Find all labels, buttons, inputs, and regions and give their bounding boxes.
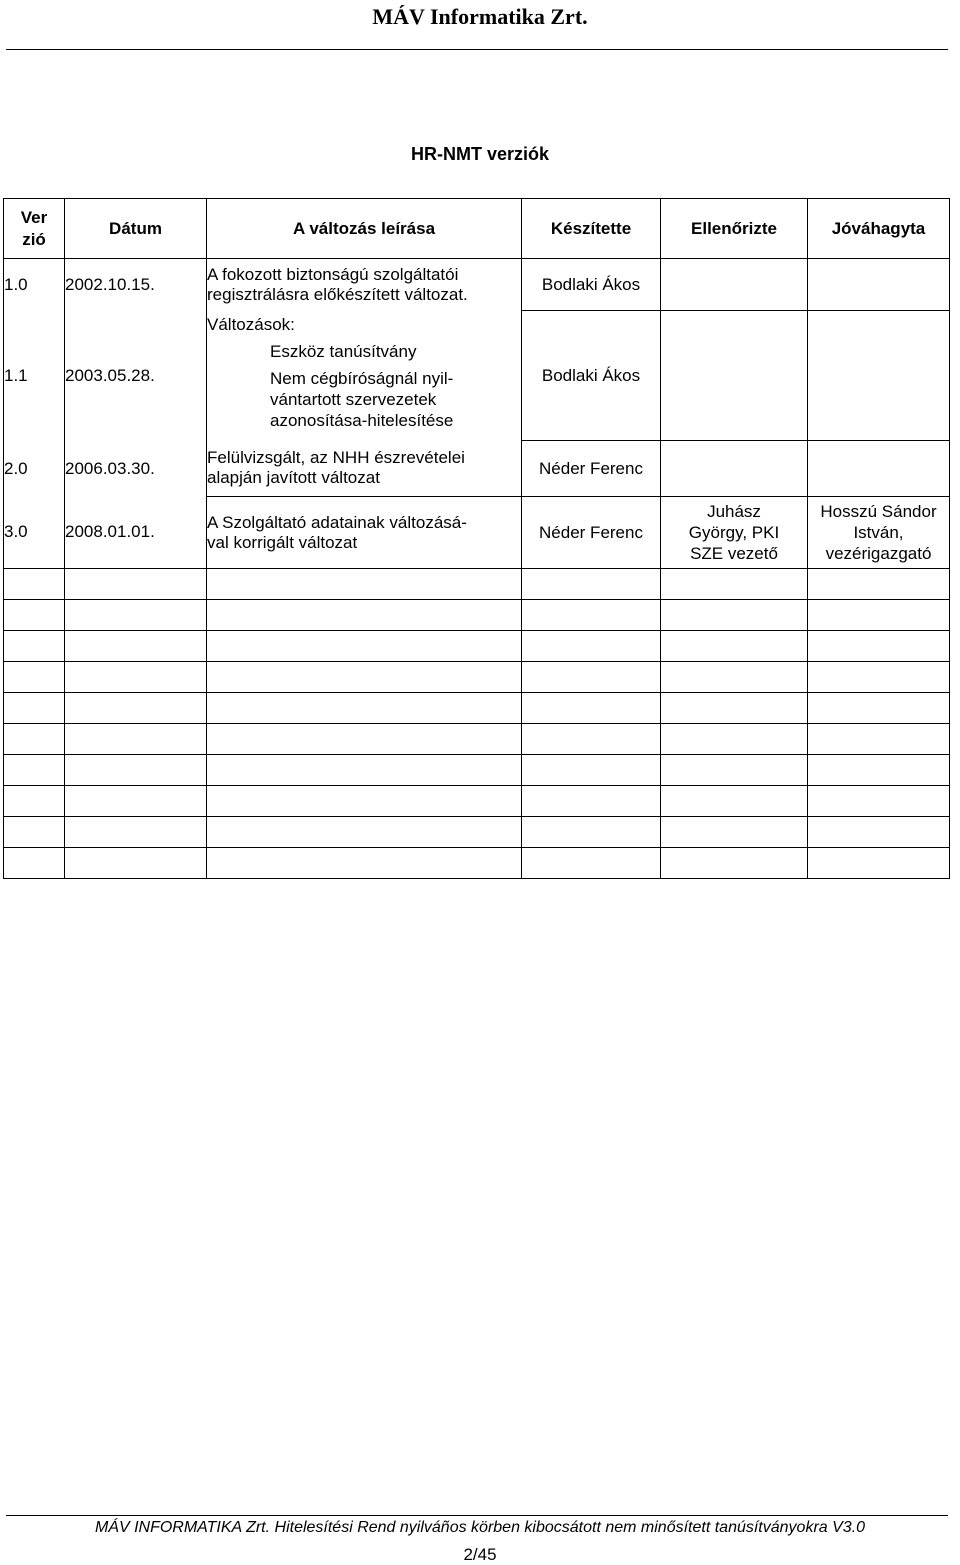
row-checked xyxy=(661,441,808,497)
footer-text: MÁV INFORMATIKA Zrt. Hitelesítési Rend nyilváños körben kibocsátott nem minősített tanúsítványokra V3.0 xyxy=(94,1519,866,1536)
empty-cell xyxy=(522,569,661,600)
empty-cell xyxy=(4,817,65,848)
header-version-line1: Ver xyxy=(20,207,48,227)
empty-cell xyxy=(522,786,661,817)
table-row xyxy=(4,441,950,497)
description-line: Felülvizsgált, az NHH észrevételei xyxy=(207,448,465,468)
row-checked xyxy=(661,311,808,441)
empty-table-row xyxy=(4,817,950,848)
empty-cell xyxy=(207,693,522,724)
empty-cell xyxy=(207,786,522,817)
row-approved xyxy=(808,441,950,497)
empty-cell xyxy=(808,848,950,879)
row-date: 2003.05.28. xyxy=(65,311,207,441)
empty-cell xyxy=(65,786,207,817)
table-header-row xyxy=(4,199,950,259)
empty-cell xyxy=(65,693,207,724)
empty-cell xyxy=(808,817,950,848)
row-description xyxy=(207,497,522,569)
table-row xyxy=(4,311,950,441)
empty-cell xyxy=(661,600,808,631)
header-date: Dátum xyxy=(65,199,207,259)
empty-cell xyxy=(207,600,522,631)
row-version: 1.1 xyxy=(4,311,65,441)
header-version xyxy=(4,199,65,259)
header-divider xyxy=(6,49,948,50)
description-line: val korrigált változat xyxy=(207,532,358,552)
changes-label: Változások: xyxy=(207,314,295,334)
empty-cell xyxy=(65,631,207,662)
row-description xyxy=(207,441,522,497)
empty-cell xyxy=(4,693,65,724)
header-description: A változás leírása xyxy=(207,199,522,259)
empty-cell xyxy=(522,693,661,724)
empty-cell xyxy=(65,569,207,600)
empty-cell xyxy=(4,631,65,662)
empty-cell xyxy=(522,724,661,755)
empty-cell xyxy=(661,848,808,879)
approved-line: István, xyxy=(853,523,904,542)
row-author: Néder Ferenc xyxy=(522,497,661,569)
row-approved xyxy=(808,497,950,569)
empty-rows xyxy=(4,569,950,879)
empty-cell xyxy=(522,817,661,848)
approved-line: Hosszú Sándor xyxy=(820,502,937,521)
version-history-table xyxy=(3,198,950,879)
header-approved: Jóváhagyta xyxy=(808,199,950,259)
description-line: alapján javított változat xyxy=(207,468,380,488)
checked-line: György, PKI xyxy=(688,523,780,542)
empty-cell xyxy=(4,755,65,786)
description-line: A fokozott biztonságú szolgáltatói xyxy=(207,264,459,284)
empty-table-row xyxy=(4,569,950,600)
empty-cell xyxy=(808,600,950,631)
table-row xyxy=(4,497,950,569)
empty-cell xyxy=(207,817,522,848)
empty-table-row xyxy=(4,755,950,786)
description-line: A Szolgáltató adatainak változásá- xyxy=(207,512,467,532)
empty-cell xyxy=(65,848,207,879)
page-title: HR-NMT verziók xyxy=(410,144,549,164)
change-item-line: Nem cégbíróságnál nyil- xyxy=(270,368,454,388)
row-version: 1.0 xyxy=(4,259,65,311)
checked-line: SZE vezető xyxy=(690,544,778,563)
empty-cell xyxy=(207,662,522,693)
change-item-line: azonosítása-hitelesítése xyxy=(270,410,454,430)
empty-cell xyxy=(522,755,661,786)
empty-cell xyxy=(4,786,65,817)
empty-cell xyxy=(4,569,65,600)
empty-cell xyxy=(808,786,950,817)
empty-cell xyxy=(4,724,65,755)
empty-cell xyxy=(522,848,661,879)
description-line: regisztrálásra előkészített változat. xyxy=(207,284,468,304)
empty-cell xyxy=(808,755,950,786)
change-item xyxy=(207,368,521,431)
row-checked xyxy=(661,259,808,311)
empty-cell xyxy=(4,600,65,631)
empty-cell xyxy=(207,569,522,600)
footer-divider xyxy=(6,1515,948,1516)
empty-cell xyxy=(661,631,808,662)
row-version: 3.0 xyxy=(4,497,65,569)
empty-cell xyxy=(65,600,207,631)
empty-cell xyxy=(207,724,522,755)
empty-cell xyxy=(808,693,950,724)
empty-cell xyxy=(661,817,808,848)
empty-cell xyxy=(65,724,207,755)
row-date: 2006.03.30. xyxy=(65,441,207,497)
header-version-line2: zió xyxy=(22,229,46,249)
header-checked: Ellenőrizte xyxy=(661,199,808,259)
row-date: 2008.01.01. xyxy=(65,497,207,569)
empty-cell xyxy=(661,755,808,786)
row-description xyxy=(207,259,522,311)
empty-cell xyxy=(522,662,661,693)
empty-cell xyxy=(4,848,65,879)
empty-cell xyxy=(661,693,808,724)
empty-table-row xyxy=(4,693,950,724)
empty-cell xyxy=(808,569,950,600)
company-header: MÁV Informatika Zrt. xyxy=(372,4,588,29)
empty-cell xyxy=(661,786,808,817)
empty-table-row xyxy=(4,786,950,817)
empty-cell xyxy=(4,662,65,693)
row-checked xyxy=(661,497,808,569)
empty-cell xyxy=(661,724,808,755)
empty-table-row xyxy=(4,600,950,631)
row-version: 2.0 xyxy=(4,441,65,497)
table-row xyxy=(4,259,950,311)
empty-cell xyxy=(522,600,661,631)
row-date: 2002.10.15. xyxy=(65,259,207,311)
checked-line: Juhász xyxy=(707,502,761,521)
empty-cell xyxy=(661,662,808,693)
empty-cell xyxy=(661,569,808,600)
row-author: Bodlaki Ákos xyxy=(522,311,661,441)
page-number: 2/45 xyxy=(463,1545,497,1564)
empty-cell xyxy=(808,724,950,755)
empty-cell xyxy=(65,755,207,786)
empty-cell xyxy=(65,662,207,693)
row-approved xyxy=(808,259,950,311)
row-description xyxy=(207,311,522,441)
row-approved xyxy=(808,311,950,441)
approved-line: vezérigazgató xyxy=(825,544,932,563)
empty-cell xyxy=(207,755,522,786)
empty-cell xyxy=(522,631,661,662)
empty-cell xyxy=(808,631,950,662)
row-author: Bodlaki Ákos xyxy=(522,259,661,311)
empty-table-row xyxy=(4,662,950,693)
empty-cell xyxy=(808,662,950,693)
header-author: Készítette xyxy=(522,199,661,259)
row-author: Néder Ferenc xyxy=(522,441,661,497)
empty-cell xyxy=(207,848,522,879)
empty-table-row xyxy=(4,724,950,755)
empty-table-row xyxy=(4,631,950,662)
empty-cell xyxy=(65,817,207,848)
change-item-line: vántartott szervezetek xyxy=(270,389,437,409)
change-item: Eszköz tanúsítvány xyxy=(270,341,417,361)
empty-cell xyxy=(207,631,522,662)
empty-table-row xyxy=(4,848,950,879)
